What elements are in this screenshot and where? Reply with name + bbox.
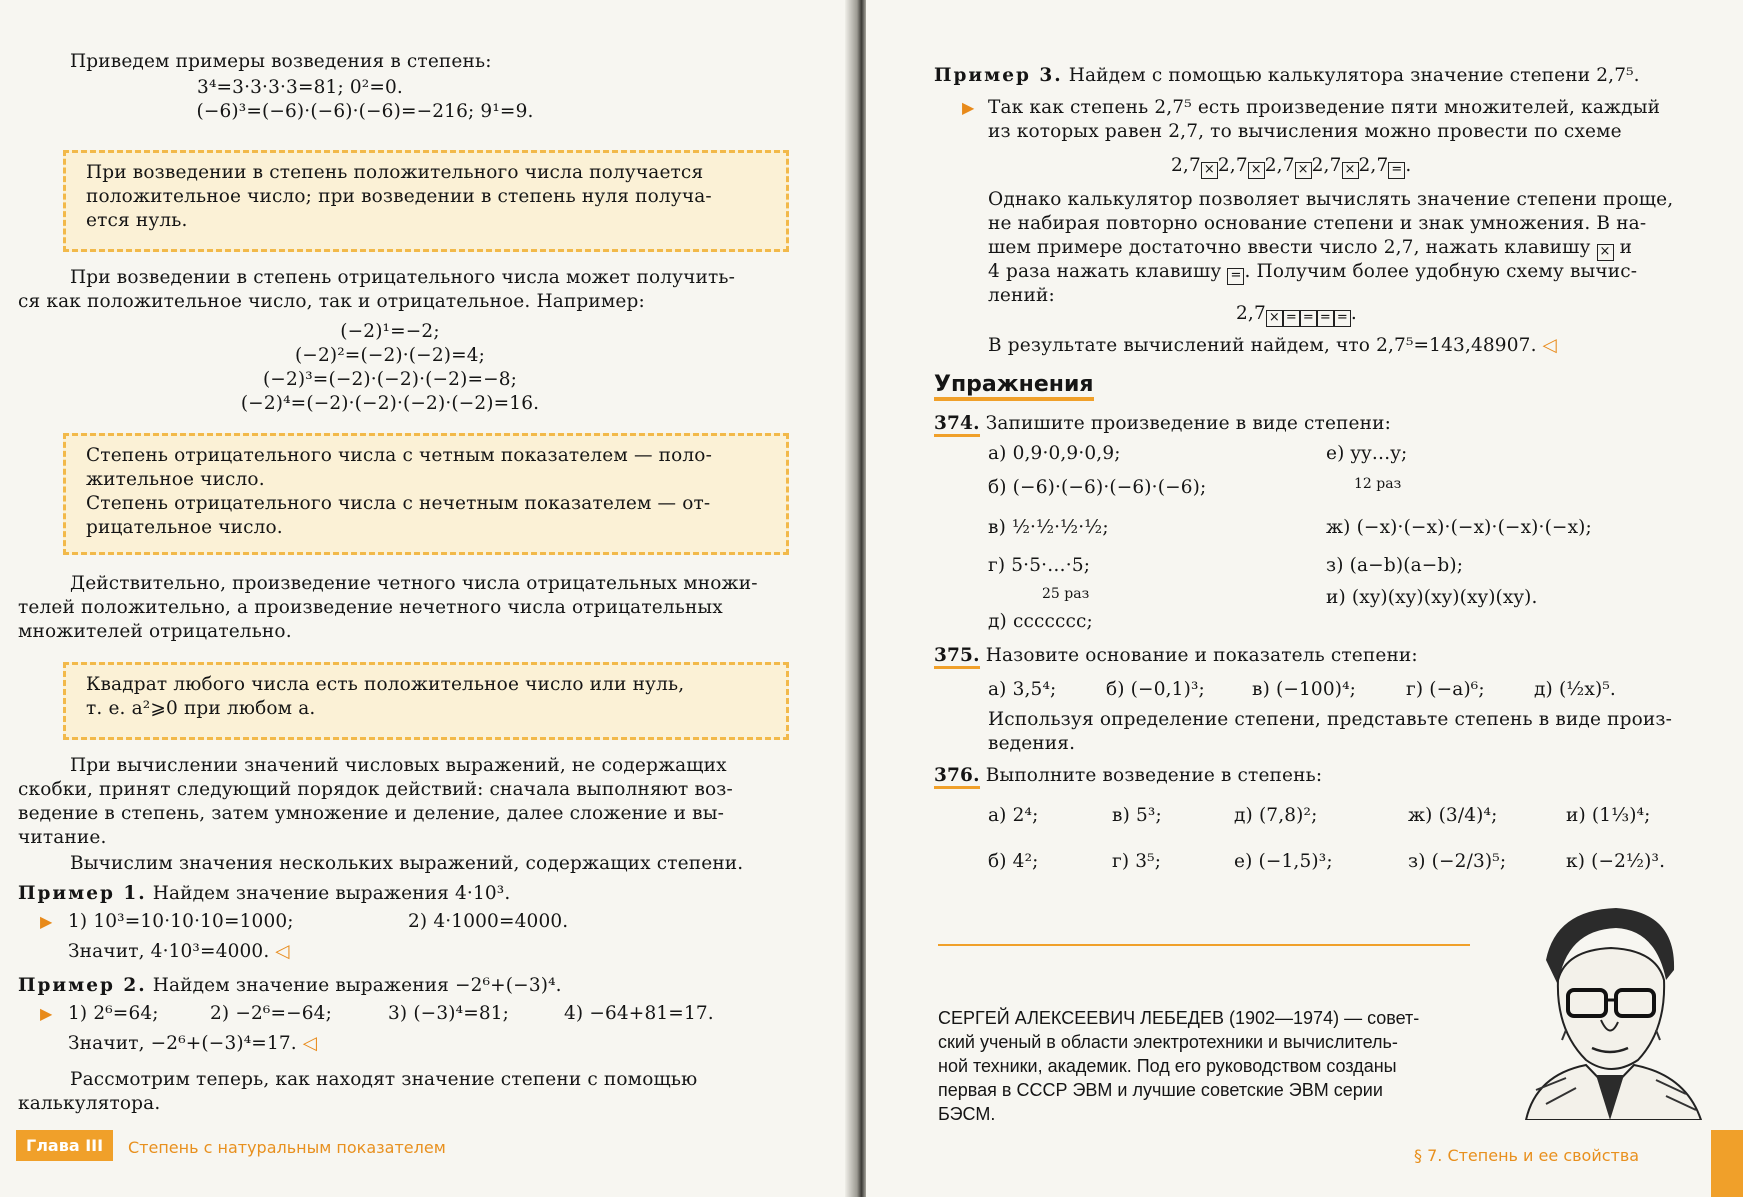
multiply-key-icon: × — [1597, 244, 1614, 261]
left-page — [0, 0, 862, 1197]
rule-line: положительное число; при возведении в степень нуля получа- — [86, 186, 712, 207]
formula-line: (−2)²=(−2)·(−2)=4; — [294, 345, 486, 366]
end-marker-icon: ◁ — [1542, 335, 1558, 356]
paragraph-line: не набирая повторно основание степени и знак умножения. В на- — [988, 213, 1647, 234]
exercise-text: Назовите основание и показатель степени: — [985, 645, 1418, 666]
example-2-heading — [18, 974, 562, 998]
result-text: В результате вычислений найдем, что 2,7⁵=143,48907. — [988, 335, 1537, 356]
exercise-item: е) yy…y; — [1326, 443, 1408, 464]
equals-key-icon: = — [1283, 310, 1300, 327]
lebedev-portrait — [1506, 890, 1706, 1120]
exercise-text: Запишите произведение в виде степени: — [985, 413, 1391, 434]
rule-box-square — [63, 662, 789, 740]
paragraph-text: и — [1619, 237, 1633, 258]
example-label: Пример 3. — [934, 65, 1063, 86]
example-line-2: (−6)³=(−6)·(−6)·(−6)=−216; 9¹=9. — [196, 101, 534, 122]
equals-key-icon: = — [1388, 162, 1405, 179]
exercise-376-heading — [934, 764, 1322, 788]
paragraph-line: Вычислим значения нескольких выражений, содержащих степени. — [70, 853, 744, 874]
rule-line: жительное число. — [86, 469, 265, 490]
multiply-key-icon: × — [1266, 310, 1283, 327]
exercise-item: д) ccccccc; — [988, 611, 1093, 632]
rule-line: Степень отрицательного числа с нечетным показателем — от- — [86, 493, 711, 514]
conclusion-text: Значит, −2⁶+(−3)⁴=17. — [68, 1033, 297, 1054]
exercise-item: г) 3⁵; — [1112, 851, 1162, 872]
multiply-key-icon: × — [1248, 162, 1265, 179]
right-page — [866, 0, 1743, 1197]
exercise-item: ж) (−x)·(−x)·(−x)·(−x)·(−x); — [1326, 517, 1592, 538]
paragraph-line: множителей отрицательно. — [18, 621, 292, 642]
multiply-key-icon: × — [1295, 162, 1312, 179]
scheme-number: 2,7 — [1311, 155, 1342, 176]
exercise-375-heading — [934, 644, 1418, 668]
formula-line: (−2)⁴=(−2)·(−2)·(−2)·(−2)=16. — [240, 393, 540, 414]
section-tab — [1711, 1130, 1743, 1197]
exercise-item: б) (−6)·(−6)·(−6)·(−6); — [988, 477, 1207, 498]
scheme-number: 2,7 — [1358, 155, 1389, 176]
portrait-drawing — [1506, 890, 1706, 1120]
paragraph-line: Рассмотрим теперь, как находят значение степени с помощью — [70, 1069, 698, 1090]
rule-line: Квадрат любого числа есть положительное число или нуль, — [86, 674, 685, 695]
multiply-key-icon: × — [1201, 162, 1218, 179]
exercise-item: е) (−1,5)³; — [1234, 851, 1333, 872]
paragraph-line: ведение в степень, затем умножение и деление, далее сложение и вы- — [18, 803, 725, 824]
example-label: Пример 2. — [18, 975, 147, 996]
exercise-item: ж) (3/4)⁴; — [1408, 805, 1498, 826]
rule-line: рицательное число. — [86, 517, 283, 538]
formula-line: (−2)¹=−2; — [340, 321, 440, 342]
exercise-item: а) 0,9·0,9·0,9; — [988, 443, 1121, 464]
bio-line: СЕРГЕЙ АЛЕКСЕЕВИЧ ЛЕБЕДЕВ (1902—1974) — совет- — [938, 1008, 1420, 1028]
exercise-item: а) 2⁴; — [988, 805, 1039, 826]
exercise-item-subscript: 12 раз — [1354, 476, 1402, 492]
example-2-step: 2) −2⁶=−64; — [210, 1003, 332, 1024]
example-text: Найдем значение выражения −2⁶+(−3)⁴. — [152, 975, 562, 996]
exercise-item: и) (1⅓)⁴; — [1566, 805, 1651, 826]
exercise-item: б) 4²; — [988, 851, 1039, 872]
section-title: § 7. Степень и ее свойства — [1414, 1146, 1640, 1165]
paragraph-line: При вычислении значений числовых выражений, не содержащих — [70, 755, 727, 776]
paragraph-line — [988, 260, 1637, 285]
bio-line: БЭСМ. — [938, 1104, 996, 1124]
play-arrow-icon: ▶ — [40, 1004, 53, 1023]
exercise-item: г) 5·5·…·5; — [988, 555, 1091, 576]
rule-line: ется нуль. — [86, 210, 188, 231]
exercise-item: и) (xy)(xy)(xy)(xy)(xy). — [1326, 587, 1538, 608]
paragraph-line: телей положительно, а произведение нечетного числа отрицательных — [18, 597, 723, 618]
example-2-step: 1) 2⁶=64; — [68, 1003, 159, 1024]
paragraph-line: калькулятора. — [18, 1093, 161, 1114]
scheme-number: 2,7 — [1236, 303, 1266, 324]
exercise-item: д) (7,8)²; — [1234, 805, 1318, 826]
exercise-text: Выполните возведение в степень: — [985, 765, 1323, 786]
example-1-heading — [18, 882, 510, 906]
example-label: Пример 1. — [18, 883, 147, 904]
rule-line: При возведении в степень положительного числа получается — [86, 162, 704, 183]
example-1-conclusion — [68, 940, 290, 964]
scheme-number: 2,7 — [1171, 155, 1201, 176]
example-1-step: 2) 4·1000=4000. — [408, 911, 569, 932]
exercise-number: 376. — [934, 765, 980, 789]
scheme-number: 2,7 — [1217, 155, 1248, 176]
exercise-item: а) 3,5⁴; — [988, 679, 1057, 700]
exercise-item-subscript: 25 раз — [1042, 586, 1090, 602]
paragraph-line: Используя определение степени, представьте степень в виде произ- — [988, 709, 1672, 730]
example-3-result — [988, 334, 1557, 358]
rule-box-positive — [63, 150, 789, 252]
play-arrow-icon: ▶ — [962, 98, 975, 117]
exercise-item: б) (−0,1)³; — [1106, 679, 1205, 700]
paragraph-line: При возведении в степень отрицательного числа может получить- — [70, 267, 736, 288]
paragraph-line: лений: — [988, 285, 1055, 306]
conclusion-text: Значит, 4·10³=4000. — [68, 941, 270, 962]
bio-line: ной техники, академик. Под его руководством созданы — [938, 1056, 1397, 1076]
exercise-item: в) (−100)⁴; — [1252, 679, 1357, 700]
exercise-item: д) (½x)⁵. — [1534, 679, 1616, 700]
intro-text: Приведем примеры возведения в степень: — [70, 51, 492, 72]
paragraph-text: 4 раза нажать клавишу — [988, 261, 1222, 282]
example-line-1: 3⁴=3·3·3·3=81; 0²=0. — [197, 77, 403, 98]
exercise-374-heading — [934, 412, 1391, 436]
play-arrow-icon: ▶ — [40, 912, 53, 931]
paragraph-line: читание. — [18, 827, 107, 848]
bio-line: первая в СССР ЭВМ и лучшие советские ЭВМ серии — [938, 1080, 1383, 1100]
paragraph-line: Так как степень 2,7⁵ есть произведение пяти множителей, каждый — [988, 97, 1661, 118]
paragraph-line: из которых равен 2,7, то вычисления можно провести по схеме — [988, 121, 1622, 142]
exercise-item: в) ½·½·½·½; — [988, 517, 1109, 538]
end-marker-icon: ◁ — [302, 1033, 318, 1054]
multiply-key-icon: × — [1342, 162, 1359, 179]
example-text: Найдем с помощью калькулятора значение степени 2,7⁵. — [1068, 65, 1640, 86]
equals-key-icon: = — [1300, 310, 1317, 327]
exercise-item: з) (−2/3)⁵; — [1408, 851, 1507, 872]
exercise-number: 374. — [934, 413, 980, 437]
example-2-step: 4) −64+81=17. — [564, 1003, 714, 1024]
rule-line: Степень отрицательного числа с четным показателем — поло- — [86, 445, 712, 466]
calculator-scheme-1: 2,7 × 2,7 × 2,7 × 2,7 × 2,7 = . — [1171, 155, 1412, 177]
formula-line: (−2)³=(−2)·(−2)·(−2)=−8; — [262, 369, 518, 390]
rule-line: т. е. a²⩾0 при любом a. — [86, 698, 316, 719]
exercise-item: к) (−2½)³. — [1566, 851, 1666, 872]
example-2-step: 3) (−3)⁴=81; — [388, 1003, 510, 1024]
chapter-title: Степень с натуральным показателем — [128, 1138, 446, 1157]
paragraph-line: Однако калькулятор позволяет вычислять значение степени проще, — [988, 189, 1674, 210]
exercise-number: 375. — [934, 645, 980, 669]
exercises-heading: Упражнения — [934, 372, 1094, 401]
example-text: Найдем значение выражения 4·10³. — [152, 883, 511, 904]
rule-box-negative — [63, 433, 789, 555]
bio-line: ский ученый в области электротехники и вычислитель- — [938, 1032, 1398, 1052]
paragraph-line: скобки, принят следующий порядок действий: сначала выполняют воз- — [18, 779, 733, 800]
example-2-conclusion — [68, 1032, 317, 1056]
example-3-heading — [934, 64, 1640, 88]
paragraph-text: . Получим более удобную схему вычис- — [1244, 261, 1638, 282]
chapter-tab: Глава III — [16, 1130, 113, 1161]
paragraph-line — [988, 236, 1632, 261]
equals-key-icon: = — [1334, 310, 1351, 327]
scheme-number: 2,7 — [1264, 155, 1295, 176]
bio-divider — [938, 944, 1470, 946]
example-1-step: 1) 10³=10·10·10=1000; — [68, 911, 294, 932]
paragraph-line: Действительно, произведение четного числа отрицательных множи- — [70, 573, 758, 594]
exercise-item: в) 5³; — [1112, 805, 1162, 826]
exercise-item: з) (a−b)(a−b); — [1326, 555, 1464, 576]
equals-key-icon: = — [1317, 310, 1334, 327]
paragraph-text: шем примере достаточно ввести число 2,7, нажать клавишу — [988, 237, 1591, 258]
equals-key-icon: = — [1227, 268, 1244, 285]
calculator-scheme-2: 2,7 × = = = = . — [1236, 303, 1357, 325]
paragraph-line: ся как положительное число, так и отрицательное. Например: — [18, 291, 645, 312]
paragraph-line: ведения. — [988, 733, 1076, 754]
end-marker-icon: ◁ — [275, 941, 290, 962]
exercise-item: г) (−a)⁶; — [1406, 679, 1485, 700]
